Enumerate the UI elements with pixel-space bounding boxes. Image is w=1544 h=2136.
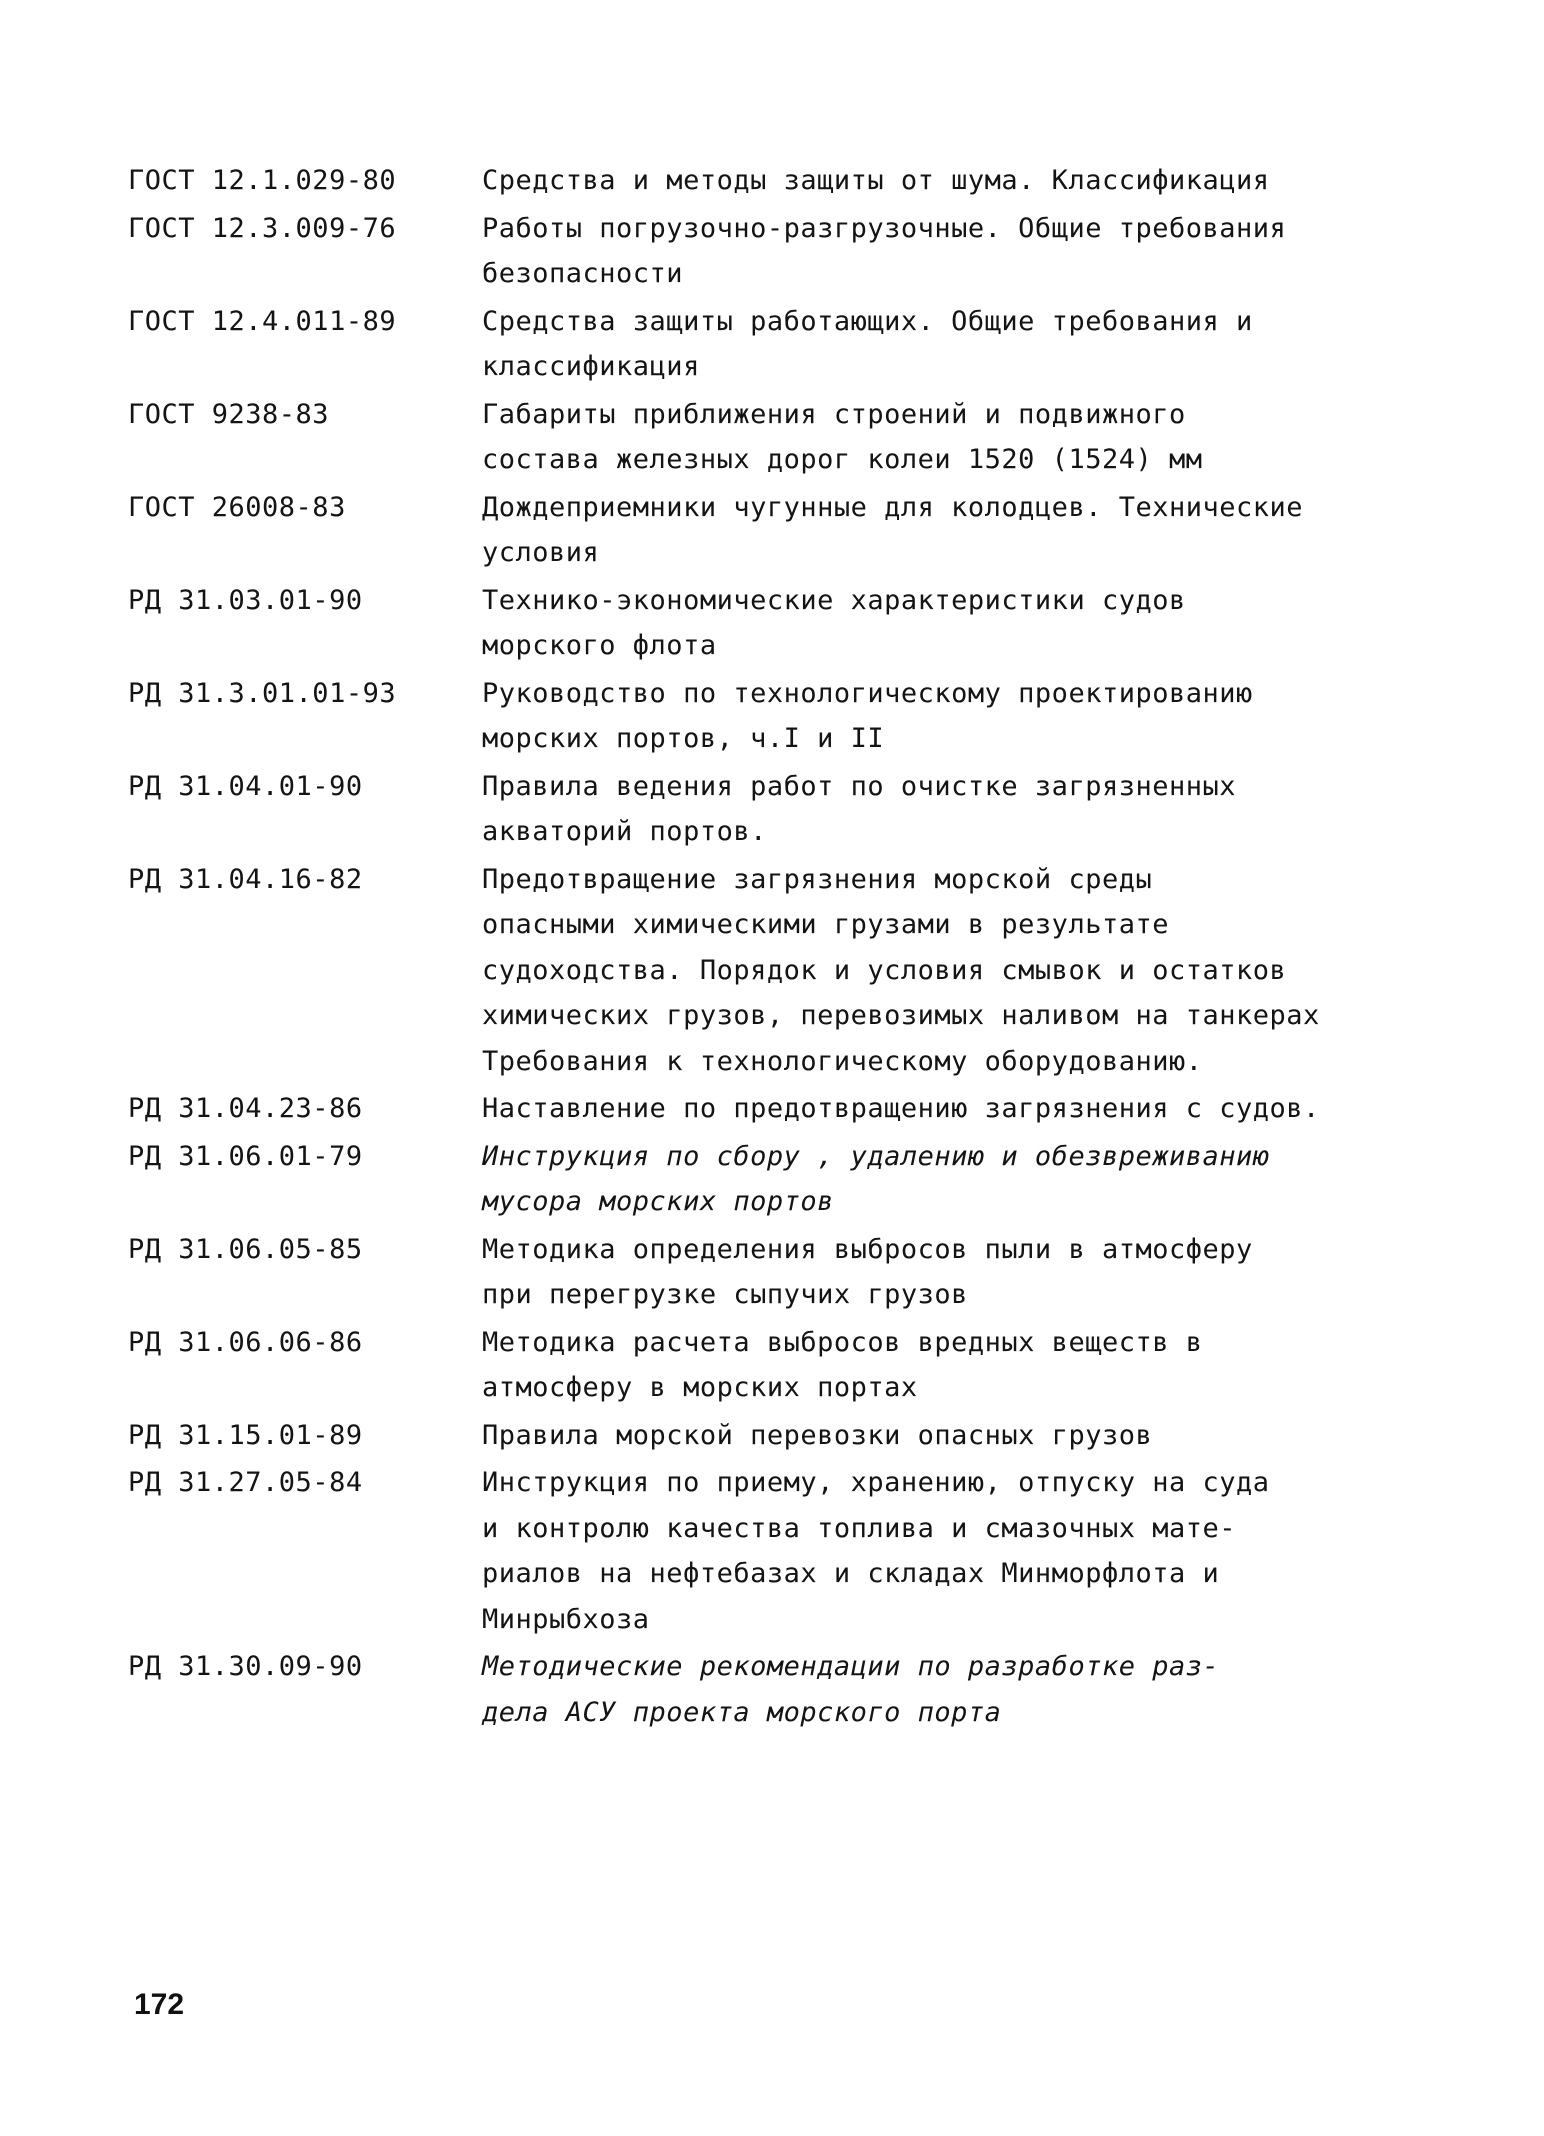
reference-title-line: состава железных дорог колеи 1520 (1524) мм: [482, 444, 1203, 475]
reference-title: [482, 764, 1428, 855]
reference-row: [128, 158, 1428, 204]
reference-title-line: риалов на нефтебазах и складах Минморфлота и: [482, 1558, 1220, 1589]
reference-title-line: химических грузов, перевозимых наливом на танкерах: [482, 1000, 1320, 1031]
reference-code: ГОСТ 12.3.009-76: [128, 212, 397, 244]
reference-title-line: Работы погрузочно-разгрузочные. Общие требования: [482, 212, 1287, 244]
reference-title-line: атмосферу в морских портах: [482, 1372, 918, 1403]
reference-code: РД 31.04.16-82: [128, 863, 363, 895]
reference-title-line: акваторий портов.: [482, 816, 767, 847]
reference-title-line: Методика расчета выбросов вредных веществ в: [482, 1326, 1203, 1358]
reference-code: РД 31.06.01-79: [128, 1140, 363, 1172]
reference-title-line: условия: [482, 537, 600, 568]
reference-title-line: Предотвращение загрязнения морской среды: [482, 863, 1153, 895]
reference-row: [128, 578, 1428, 669]
reference-code: РД 31.27.05-84: [128, 1467, 363, 1498]
reference-title: [482, 671, 1428, 762]
reference-code: РД 31.06.05-85: [128, 1233, 363, 1265]
reference-title-line: морских портов, ч.I и II: [482, 723, 885, 754]
reference-code: РД 31.04.23-86: [128, 1093, 363, 1124]
reference-title-line: и контролю качества топлива и смазочных мате-: [482, 1512, 1236, 1544]
reference-title-line: безопасности: [482, 258, 684, 289]
reference-title-line: Инструкция по сбору , удалению и обезвреживанию: [482, 1140, 1270, 1172]
reference-title: [482, 1413, 1428, 1459]
reference-row: [128, 1227, 1428, 1318]
reference-title-line: Инструкция по приему, хранению, отпуску на суда: [482, 1467, 1270, 1498]
reference-row: [128, 1460, 1428, 1642]
reference-title: [482, 578, 1428, 669]
reference-row: [128, 206, 1428, 297]
reference-row: [128, 1644, 1428, 1735]
reference-title-line: Методические рекомендации по разработке раз-: [482, 1651, 1220, 1682]
reference-code: ГОСТ 9238-83: [128, 398, 330, 430]
reference-title-line: при перегрузке сыпучих грузов: [482, 1279, 968, 1310]
reference-row: [128, 299, 1428, 390]
reference-title-line: Наставление по предотвращению загрязнения с судов.: [482, 1093, 1320, 1124]
reference-code: ГОСТ 12.1.029-80: [128, 165, 397, 196]
reference-row: [128, 485, 1428, 576]
reference-title-line: Средства и методы защиты от шума. Классификация: [482, 165, 1270, 196]
reference-title-line: мусора морских портов: [482, 1186, 834, 1217]
reference-row: [128, 1134, 1428, 1225]
reference-title-line: дела АСУ проекта морского порта: [482, 1696, 1002, 1728]
reference-row: [128, 857, 1428, 1085]
reference-row: [128, 1320, 1428, 1411]
reference-title-line: классификация: [482, 351, 700, 382]
reference-title: [482, 1227, 1428, 1318]
reference-row: [128, 671, 1428, 762]
reference-title-line: Правила морской перевозки опасных грузов: [482, 1419, 1153, 1451]
reference-title: [482, 299, 1428, 390]
reference-title-line: Габариты приближения строений и подвижного: [482, 398, 1186, 430]
reference-title-line: судоходства. Порядок и условия смывок и остатков: [482, 954, 1287, 986]
reference-code: РД 31.3.01.01-93: [128, 677, 397, 709]
reference-row: [128, 392, 1428, 483]
reference-code: ГОСТ 26008-83: [128, 491, 346, 523]
reference-title: [482, 158, 1428, 204]
reference-title-line: Правила ведения работ по очистке загрязненных: [482, 770, 1236, 802]
reference-list: [128, 158, 1428, 1737]
reference-title: [482, 1086, 1428, 1132]
reference-title-line: Руководство по технологическому проектированию: [482, 677, 1253, 709]
reference-title-line: Требования к технологическому оборудованию.: [482, 1045, 1203, 1077]
reference-title-line: Дождеприемники чугунные для колодцев. Технические: [482, 491, 1304, 523]
reference-title-line: морского флота: [482, 630, 717, 661]
reference-title: [482, 857, 1428, 1085]
reference-code: РД 31.03.01-90: [128, 584, 363, 616]
reference-row: [128, 764, 1428, 855]
reference-row: [128, 1086, 1428, 1132]
reference-code: ГОСТ 12.4.011-89: [128, 305, 397, 337]
reference-title: [482, 1460, 1428, 1642]
reference-title: [482, 485, 1428, 576]
reference-code: РД 31.04.01-90: [128, 770, 363, 802]
reference-title-line: Средства защиты работающих. Общие требования и: [482, 305, 1253, 337]
reference-row: [128, 1413, 1428, 1459]
reference-code: РД 31.15.01-89: [128, 1419, 363, 1451]
reference-title: [482, 1320, 1428, 1411]
reference-title-line: Технико-экономические характеристики судов: [482, 584, 1186, 616]
reference-title: [482, 206, 1428, 297]
reference-code: РД 31.06.06-86: [128, 1326, 363, 1358]
reference-title: [482, 392, 1428, 483]
reference-title-line: опасными химическими грузами в результате: [482, 909, 1169, 940]
reference-title: [482, 1644, 1428, 1735]
reference-title: [482, 1134, 1428, 1225]
reference-title-line: Методика определения выбросов пыли в атмосферу: [482, 1233, 1253, 1265]
page-number: 172: [134, 1988, 185, 2021]
reference-title-line: Минрыбхоза: [482, 1603, 650, 1635]
reference-code: РД 31.30.09-90: [128, 1651, 363, 1682]
